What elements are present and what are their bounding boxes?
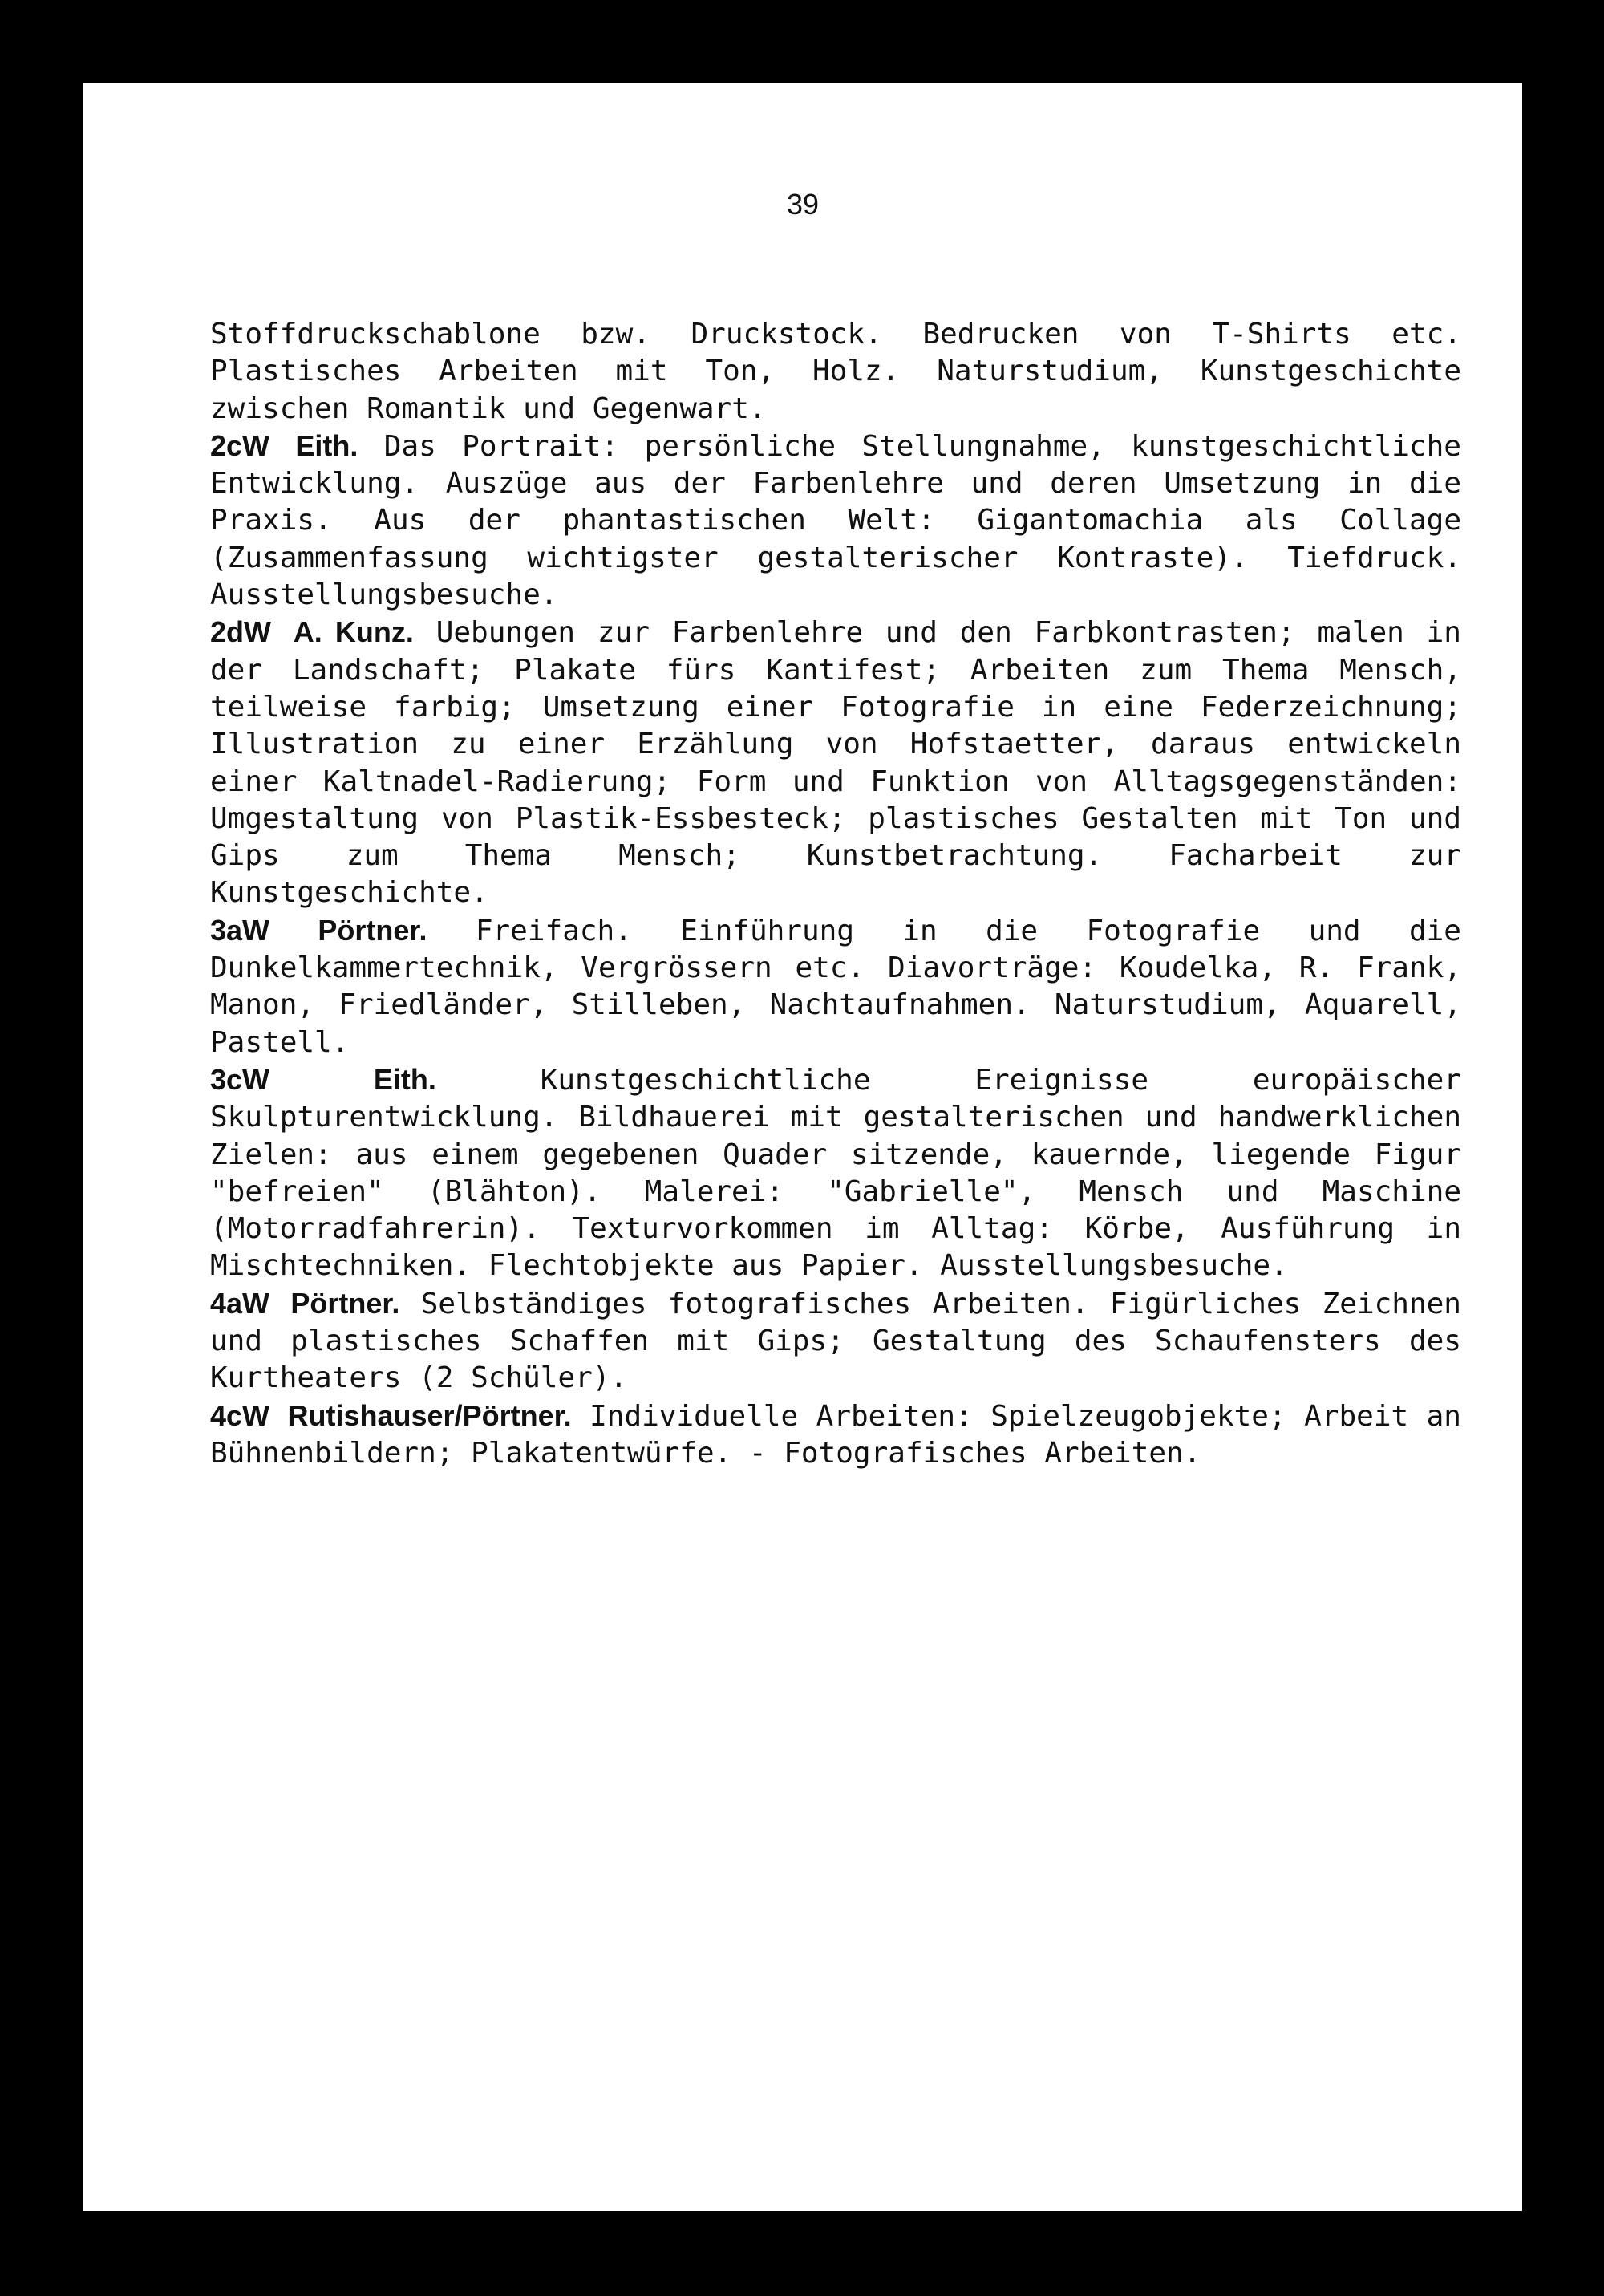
entry-teacher: Pörtner.: [318, 913, 427, 947]
entry-teacher: Rutishauser/Pörtner.: [287, 1398, 572, 1432]
intro-paragraph: Stoffdruckschablone bzw. Druckstock. Bedrucken von T-Shirts etc. Plastisches Arbeiten mit Ton, Holz. Naturstudium, Kunstgeschichte zwischen Romantik und Gegenwart.: [210, 318, 1461, 425]
entry-3cw: [210, 1061, 1461, 1285]
entry-3aw: [210, 912, 1461, 1061]
entry-2cw: [210, 428, 1461, 614]
entry-2dw: [210, 614, 1461, 911]
entry-4aw: [210, 1285, 1461, 1397]
entry-teacher: Eith.: [295, 428, 358, 462]
entry-text: Individuelle Arbeiten: Spielzeugobjekte; Arbeit an Bühnenbildern; Plakatentwürfe. - Fotografisches Arbeiten.: [210, 1399, 1461, 1470]
document-page: [83, 83, 1522, 2211]
entry-teacher: Eith.: [373, 1062, 436, 1096]
entry-teacher: A. Kunz.: [293, 615, 414, 649]
entry-text: Kunstgeschichtliche Ereignisse europäischer Skulpturentwicklung. Bildhauerei mit gestalterischen und handwerklichen Zielen: aus einem gegebenen Quader sitzende, kauernde, liegende Figur "befreien" (Blähton). Malerei: "Gabrielle", Mensch und Maschine (Motorradfahrerin). Texturvorkommen im Alltag: Körbe, Ausführung in Mischtechniken. Flechtobjekte aus Papier. Ausstellungsbesuche.: [210, 1063, 1461, 1283]
entry-teacher: Pörtner.: [290, 1286, 400, 1320]
entry-text: Freifach. Einführung in die Fotografie und die Dunkelkammertechnik, Vergrössern etc. Diavorträge: Koudelka, R. Frank, Manon, Friedländer, Stilleben, Nachtaufnahmen. Naturstudium, Aquarell, Pastell.: [210, 914, 1461, 1059]
entry-class: 2dW: [210, 615, 271, 649]
document-body: [210, 316, 1461, 1472]
page-number: 39: [786, 188, 820, 221]
entry-class: 3cW: [210, 1062, 270, 1096]
entry-text: Selbständiges fotografisches Arbeiten. Figürliches Zeichnen und plastisches Schaffen mit Gips; Gestaltung des Schaufensters des Kurtheaters (2 Schüler).: [210, 1287, 1461, 1395]
entry-class: 4aW: [210, 1286, 270, 1320]
entry-class: 3aW: [210, 913, 270, 947]
entry-class: 4cW: [210, 1398, 270, 1432]
entry-text: Das Portrait: persönliche Stellungnahme, kunstgeschichtliche Entwicklung. Auszüge aus der Farbenlehre und deren Umsetzung in die Praxis. Aus der phantastischen Welt: Gigantomachia als Collage (Zusammenfassung wichtigster gestalterischer Kontraste). Tiefdruck. Ausstellungsbesuche.: [210, 429, 1461, 612]
entry-class: 2cW: [210, 428, 270, 462]
entry-4cw: [210, 1397, 1461, 1473]
entry-text: Uebungen zur Farbenlehre und den Farbkontrasten; malen in der Landschaft; Plakate fürs Kantifest; Arbeiten zum Thema Mensch, teilweise farbig; Umsetzung einer Fotografie in eine Federzeichnung; Illustration zu einer Erzählung von Hofstaetter, daraus entwickeln einer Kaltnadel-Radierung; Form und Funktion von Alltagsgegenständen: Umgestaltung von Plastik-Essbesteck; plastisches Gestalten mit Ton und Gips zum Thema Mensch; Kunstbetrachtung. Facharbeit zur Kunstgeschichte.: [210, 616, 1461, 910]
